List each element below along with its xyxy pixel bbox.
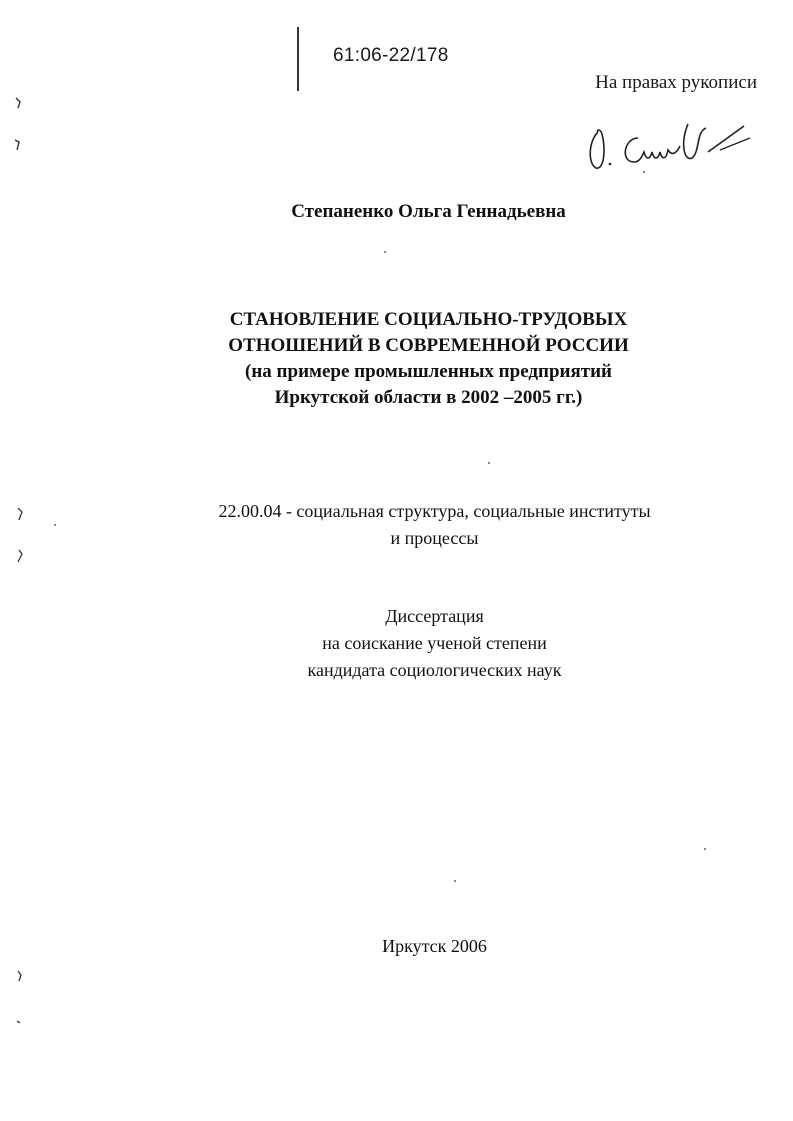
subtitle-line-1: (на примере промышленных предприятий bbox=[245, 361, 612, 382]
degree-line-3: кандидата социологических наук bbox=[307, 660, 562, 680]
rights-note: На правах рукописи bbox=[595, 72, 757, 93]
catalog-code: 61:06-22/178 bbox=[333, 45, 449, 66]
specialty-line-1: 22.00.04 - социальная структура, социальные институты bbox=[218, 501, 651, 521]
scan-speck bbox=[54, 524, 56, 526]
dissertation-title bbox=[32, 307, 793, 411]
degree-line-1: Диссертация bbox=[385, 606, 484, 626]
scan-speck bbox=[704, 848, 706, 850]
specialty-line-2: и процессы bbox=[390, 528, 479, 548]
title-line-1: СТАНОВЛЕНИЕ СОЦИАЛЬНО-ТРУДОВЫХ bbox=[229, 309, 628, 330]
subtitle-line-2: Иркутской области в 2002 –2005 гг.) bbox=[274, 387, 583, 408]
city-year: Иркутск 2006 bbox=[382, 936, 487, 956]
scan-speck bbox=[488, 462, 490, 464]
scan-artifact-bottom bbox=[10, 965, 30, 1035]
author-name: Степаненко Ольга Геннадьевна bbox=[291, 201, 566, 222]
degree-statement bbox=[38, 603, 793, 684]
margin-line bbox=[297, 27, 299, 91]
scan-speck bbox=[384, 251, 386, 253]
specialty-code bbox=[38, 498, 793, 552]
scan-artifact-middle bbox=[10, 500, 30, 570]
signature-image bbox=[580, 112, 760, 182]
scan-speck bbox=[454, 880, 456, 882]
title-line-2: ОТНОШЕНИЙ В СОВРЕМЕННОЙ РОССИИ bbox=[228, 335, 629, 356]
degree-line-2: на соискание ученой степени bbox=[322, 633, 547, 653]
scan-artifact-top bbox=[10, 90, 30, 160]
